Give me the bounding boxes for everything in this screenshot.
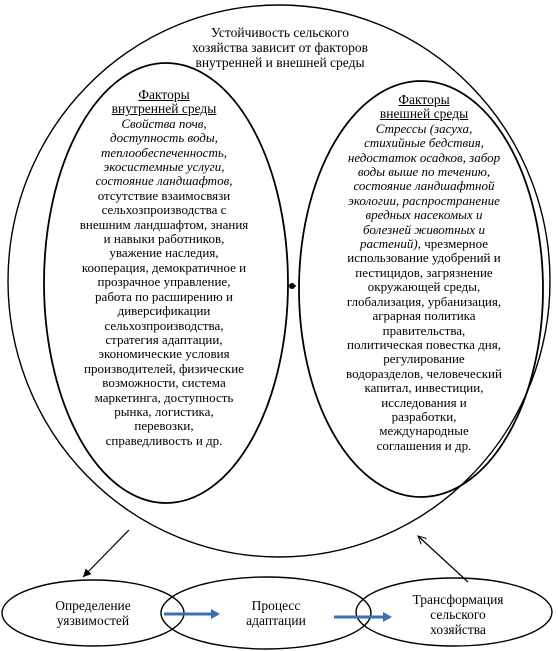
external-italic-line: Стрессы (засуха, xyxy=(375,120,473,136)
node-line: Определение xyxy=(55,598,131,613)
node-vulnerability-label xyxy=(22,598,164,628)
external-line: соглашения и др. xyxy=(376,437,472,453)
link-dot xyxy=(289,283,295,289)
node-line: хозяйства xyxy=(430,622,486,637)
internal-line: стратегия адаптации, xyxy=(105,331,223,347)
diagram-title xyxy=(140,25,420,70)
internal-line: кооперация, демократичное и xyxy=(81,259,247,275)
title-line: внутренней и внешней среды xyxy=(195,55,365,70)
internal-italic-line: состояние ландшафтов, xyxy=(95,173,233,189)
external-italic-line: недостаток осадков, забор xyxy=(347,149,501,165)
arrow-from-transformation xyxy=(418,536,468,582)
internal-line: и навыки работников, xyxy=(103,231,225,247)
internal-line: уважение наследия, xyxy=(109,245,219,261)
external-italic-line: состояние ландшафтной xyxy=(353,178,495,194)
external-line: правительства, xyxy=(382,322,466,338)
external-line: пестицидов, загрязнение xyxy=(355,264,493,280)
node-line: Процесс xyxy=(251,598,301,613)
external-line: разработки, xyxy=(391,408,457,424)
internal-italic-line: экосистемные услуги, xyxy=(103,159,225,175)
external-line: международные xyxy=(379,423,469,439)
external-line: политическая повестка дня, xyxy=(347,336,501,352)
internal-italic-line: теплообеспеченность, xyxy=(100,144,227,160)
internal-heading: Факторы xyxy=(138,87,190,102)
external-line: окружающей среды, xyxy=(367,279,481,295)
external-line: регулирование xyxy=(383,351,465,367)
internal-italic-line: доступность воды, xyxy=(110,130,218,146)
internal-factors-text xyxy=(66,88,262,448)
node-line: сельского xyxy=(430,607,486,622)
external-line: капитал, инвестиции, xyxy=(364,380,484,396)
external-line: глобализация, урбанизация, xyxy=(346,293,502,309)
internal-line: внешним ландшафтом, знания xyxy=(79,216,249,232)
external-heading: внешней среды xyxy=(379,106,469,122)
external-italic-line: болезней животных и xyxy=(363,221,485,237)
title-line: Устойчивость сельского xyxy=(210,25,350,40)
internal-line: возможности, система xyxy=(102,375,226,391)
external-factors-text xyxy=(322,93,526,453)
internal-line: сельхозпроизводства, xyxy=(104,317,224,333)
internal-italic-line: Свойства почв, xyxy=(121,115,207,131)
title-line: хозяйства зависит от факторов xyxy=(192,40,368,55)
internal-line: диверсификации xyxy=(117,303,211,319)
external-line: аграрная политика xyxy=(372,308,476,324)
internal-line: справедливость и др. xyxy=(105,432,223,448)
external-mixed-line xyxy=(322,237,526,251)
external-line: использование удобрений и xyxy=(347,250,501,266)
internal-line: работа по расширению и xyxy=(95,288,233,304)
external-line: водоразделов, человеческий xyxy=(346,365,502,381)
node-adaptation-label xyxy=(212,598,340,628)
node-line: адаптации xyxy=(246,613,306,628)
external-italic-line: растений), xyxy=(359,236,421,252)
internal-line: сельхозпроизводства с xyxy=(101,202,227,218)
internal-heading: внутренней среды xyxy=(111,101,217,117)
arrow-to-vulnerability xyxy=(83,530,129,577)
external-italic-line: воды выше по течению, xyxy=(357,164,491,180)
internal-line: рынка, логистика, xyxy=(114,403,214,419)
internal-line: производителей, физические xyxy=(84,360,244,376)
external-italic-line: экологии, распространение xyxy=(348,192,500,208)
internal-line: перевозки, xyxy=(134,418,194,434)
internal-line: отсутствие взаимосвязи xyxy=(97,187,231,203)
internal-line: прозрачное управление, xyxy=(97,274,231,290)
node-transformation-label xyxy=(378,592,538,637)
internal-line: экономические условия xyxy=(98,346,230,362)
external-italic-line: вредных насекомых и xyxy=(365,207,483,223)
node-line: уязвимостей xyxy=(56,613,130,628)
external-line: исследования и xyxy=(381,394,467,410)
node-line: Трансформация xyxy=(412,592,504,607)
external-italic-line: стихийные бедствия, xyxy=(364,135,484,151)
external-heading: Факторы xyxy=(398,92,450,107)
internal-line: маркетинга, доступность xyxy=(94,389,234,405)
external-line: чрезмерное xyxy=(420,236,489,252)
